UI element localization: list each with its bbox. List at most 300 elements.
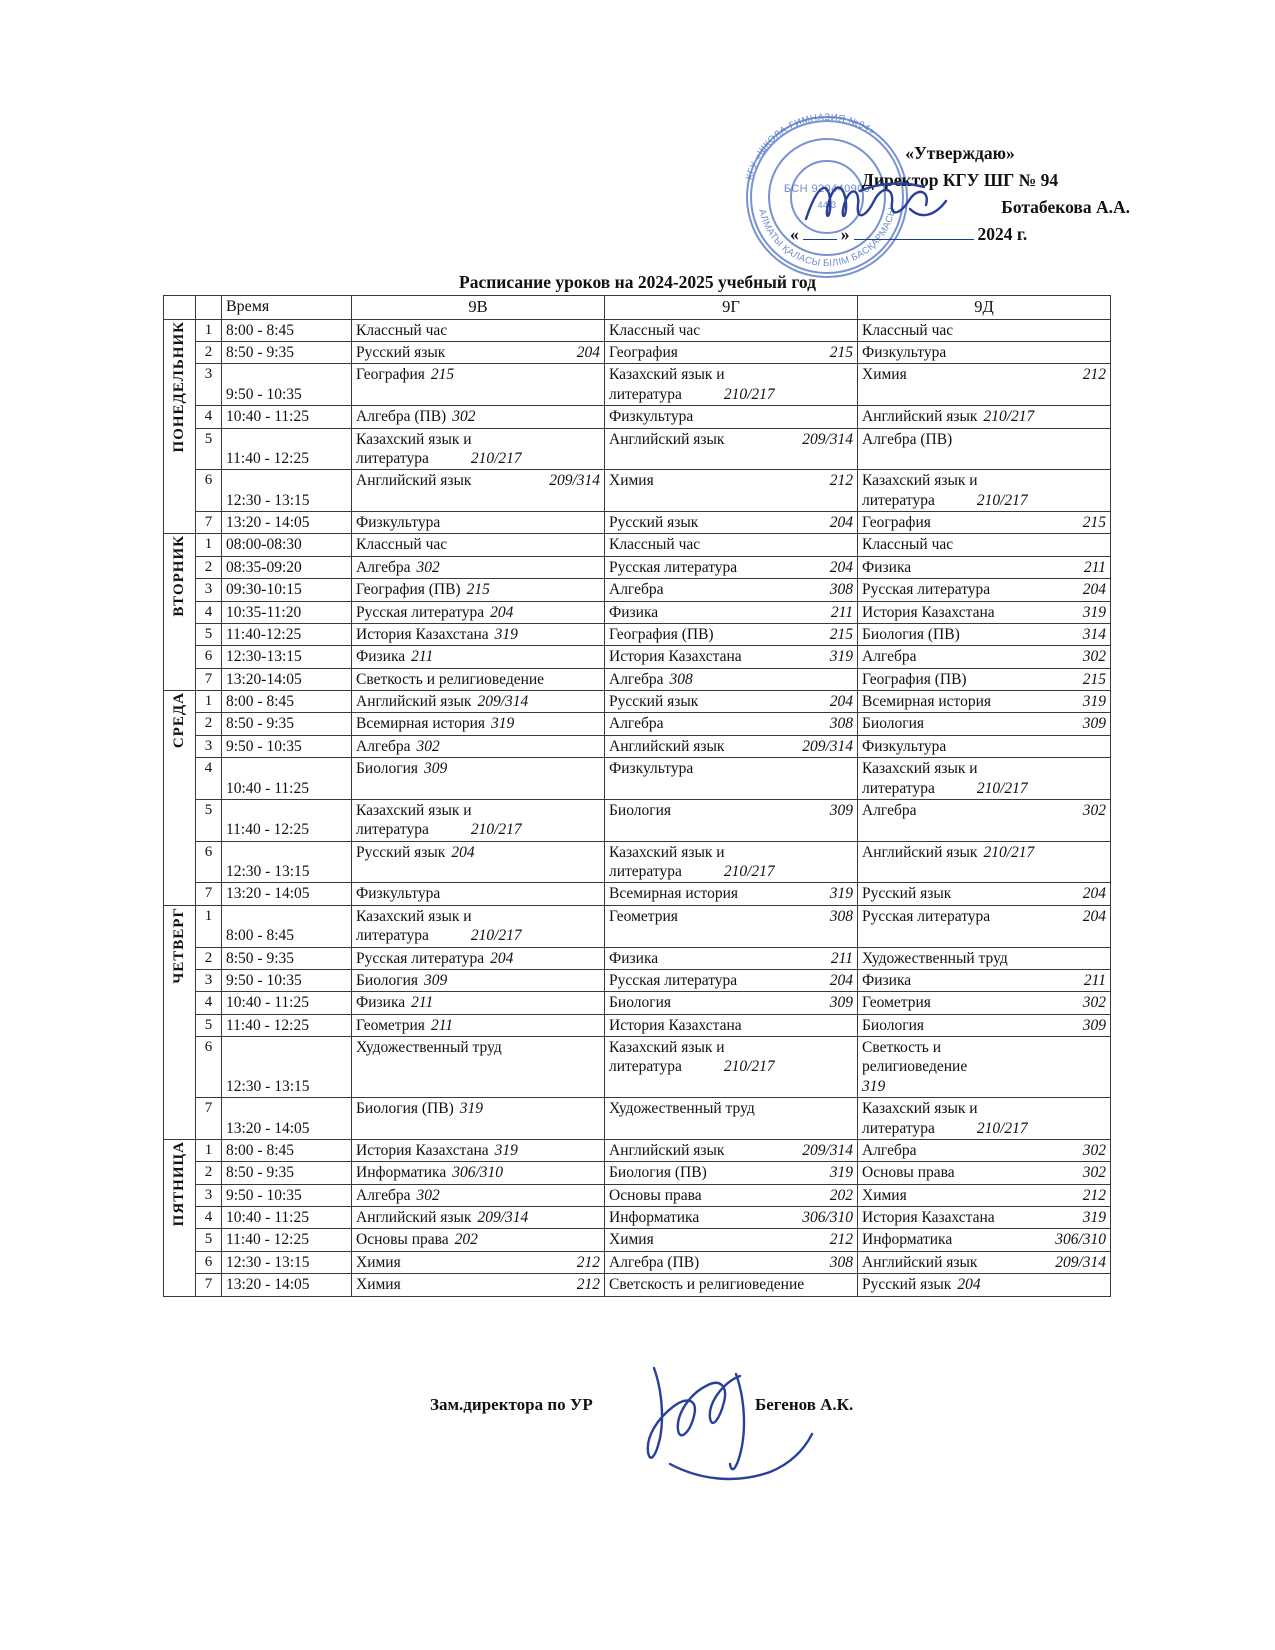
lesson-room: 204 bbox=[829, 514, 853, 531]
svg-text:БСН 920440903: БСН 920440903 bbox=[783, 183, 871, 195]
lesson-cell-9v bbox=[352, 992, 605, 1014]
lesson-cell-9g bbox=[605, 883, 858, 905]
lesson-room: 215 bbox=[466, 581, 490, 599]
table-row bbox=[164, 947, 1111, 969]
lesson-room: 204 bbox=[490, 949, 514, 967]
table-row bbox=[164, 512, 1111, 534]
lesson-room: 319 bbox=[829, 1164, 853, 1182]
lesson-room: 306/310 bbox=[802, 1209, 853, 1226]
lesson-room: 204 bbox=[829, 971, 853, 989]
page-title: Расписание уроков на 2024-2025 учебный год bbox=[459, 272, 816, 292]
lesson-cell-9d bbox=[858, 1139, 1111, 1161]
lesson-subject: Геометрия bbox=[356, 1016, 425, 1034]
lesson-subject-line2: литература bbox=[356, 927, 429, 945]
table-row bbox=[164, 1274, 1111, 1296]
deputy-name: Бегенов А.К. bbox=[755, 1395, 854, 1414]
lesson-cell-9d bbox=[858, 579, 1111, 601]
lesson-cell-9g bbox=[605, 1098, 858, 1140]
lesson-subject-line2: литература bbox=[862, 1119, 935, 1137]
lesson-cell-9d bbox=[858, 1229, 1111, 1251]
lesson-cell-9g bbox=[605, 1184, 858, 1206]
lesson-cell-9v bbox=[352, 668, 605, 690]
lesson-subject: Русская литература bbox=[609, 558, 738, 576]
lesson-room: 209/314 bbox=[549, 472, 600, 490]
lesson-number: 2 bbox=[196, 556, 222, 578]
lesson-subject: Алгебра bbox=[356, 1186, 411, 1204]
lesson-time: 11:40-12:25 bbox=[222, 623, 352, 645]
lesson-subject: История Казахстана bbox=[609, 648, 742, 666]
lesson-subject: Классный час bbox=[609, 321, 701, 339]
lesson-cell-9g bbox=[605, 1139, 858, 1161]
table-header-row bbox=[164, 296, 1111, 320]
lesson-subject: Химия bbox=[862, 366, 907, 384]
table-row bbox=[164, 470, 1111, 512]
header-num-col bbox=[196, 296, 222, 320]
lesson-room: 209/314 bbox=[1055, 1253, 1106, 1271]
lesson-cell-9g bbox=[605, 406, 858, 428]
lesson-number: 3 bbox=[196, 969, 222, 991]
lesson-cell-9d bbox=[858, 735, 1111, 757]
lesson-room: 314 bbox=[1082, 625, 1106, 643]
lesson-number: 4 bbox=[196, 1207, 222, 1229]
lesson-number: 4 bbox=[196, 758, 222, 800]
lesson-room: 210/217 bbox=[983, 843, 1035, 861]
lesson-room: 306/310 bbox=[1055, 1231, 1106, 1249]
lesson-cell-9d bbox=[858, 319, 1111, 341]
table-row bbox=[164, 799, 1111, 841]
table-row bbox=[164, 1014, 1111, 1036]
lesson-number: 7 bbox=[196, 1274, 222, 1296]
lesson-subject: Биология bbox=[356, 760, 419, 778]
table-row bbox=[164, 1251, 1111, 1273]
lesson-subject: Английский язык bbox=[862, 408, 978, 426]
lesson-subject: Физика bbox=[609, 949, 659, 967]
lesson-room: 210/217 bbox=[470, 927, 522, 945]
lesson-time: 9:50 - 10:35 bbox=[222, 969, 352, 991]
lesson-cell-9v bbox=[352, 1274, 605, 1296]
lesson-cell-9d bbox=[858, 428, 1111, 470]
lesson-room: 204 bbox=[829, 558, 853, 576]
lesson-cell-9v bbox=[352, 364, 605, 406]
lesson-number: 6 bbox=[196, 470, 222, 512]
lesson-subject-line2: литература bbox=[609, 863, 682, 880]
lesson-cell-9v bbox=[352, 646, 605, 668]
lesson-room: 302 bbox=[416, 1186, 440, 1204]
lesson-subject: Русская литература bbox=[609, 971, 738, 989]
lesson-cell-9g bbox=[605, 556, 858, 578]
lesson-room: 212 bbox=[1082, 366, 1106, 384]
lesson-time: 13:20 - 14:05 bbox=[222, 1274, 352, 1296]
lesson-subject: Алгебра bbox=[356, 737, 411, 755]
lesson-subject: Русский язык bbox=[356, 843, 446, 861]
day-label-4 bbox=[164, 1139, 196, 1296]
lesson-room: 204 bbox=[451, 843, 475, 861]
table-row bbox=[164, 1207, 1111, 1229]
lesson-time: 09:30-10:15 bbox=[222, 579, 352, 601]
lesson-cell-9g bbox=[605, 947, 858, 969]
lesson-time: 12:30 - 13:15 bbox=[222, 841, 352, 883]
lesson-cell-9v bbox=[352, 691, 605, 713]
lesson-subject: Английский язык bbox=[609, 1141, 725, 1159]
lesson-subject: Русская литература bbox=[862, 907, 991, 925]
lesson-room: 319 bbox=[1082, 603, 1106, 621]
table-row bbox=[164, 883, 1111, 905]
lesson-subject: Физика bbox=[862, 558, 912, 576]
lesson-number: 5 bbox=[196, 799, 222, 841]
table-row bbox=[164, 841, 1111, 883]
table-row bbox=[164, 1229, 1111, 1251]
lesson-cell-9v bbox=[352, 1014, 605, 1036]
lesson-room: 212 bbox=[829, 472, 853, 490]
lesson-subject: Русский язык bbox=[609, 514, 699, 531]
lesson-cell-9v bbox=[352, 428, 605, 470]
lesson-room: 319 bbox=[459, 1100, 483, 1118]
lesson-cell-9d bbox=[858, 364, 1111, 406]
lesson-time: 12:30 - 13:15 bbox=[222, 1251, 352, 1273]
lesson-time: 08:35-09:20 bbox=[222, 556, 352, 578]
lesson-cell-9g bbox=[605, 623, 858, 645]
lesson-number: 2 bbox=[196, 947, 222, 969]
lesson-cell-9v bbox=[352, 579, 605, 601]
lesson-subject-line2: литература bbox=[356, 449, 429, 467]
lesson-time: 13:20 - 14:05 bbox=[222, 883, 352, 905]
lesson-cell-9g bbox=[605, 601, 858, 623]
lesson-room: 309 bbox=[1082, 715, 1106, 733]
lesson-subject: Основы права bbox=[609, 1186, 702, 1204]
lesson-cell-9v bbox=[352, 1184, 605, 1206]
lesson-number: 1 bbox=[196, 905, 222, 947]
lesson-cell-9g bbox=[605, 1162, 858, 1184]
lesson-room: 210/217 bbox=[976, 1119, 1028, 1137]
lesson-room: 204 bbox=[1082, 581, 1106, 599]
table-row bbox=[164, 758, 1111, 800]
lesson-subject: Информатика bbox=[609, 1209, 700, 1226]
lesson-room: 319 bbox=[862, 1077, 886, 1095]
lesson-cell-9v bbox=[352, 1162, 605, 1184]
lesson-subject-line2: литература bbox=[862, 779, 935, 797]
lesson-room: 211 bbox=[411, 994, 434, 1012]
lesson-cell-9v bbox=[352, 623, 605, 645]
table-row bbox=[164, 406, 1111, 428]
lesson-subject: Казахский язык и bbox=[356, 801, 472, 819]
approval-date-line bbox=[790, 221, 1130, 248]
lesson-time: 13:20 - 14:05 bbox=[222, 1098, 352, 1140]
lesson-time: 12:30 - 13:15 bbox=[222, 1037, 352, 1098]
lesson-subject: Алгебра (ПВ) bbox=[356, 408, 447, 426]
lesson-number: 1 bbox=[196, 319, 222, 341]
lesson-room: 204 bbox=[490, 603, 514, 621]
lesson-subject: География (ПВ) bbox=[862, 670, 967, 688]
lesson-subject: Казахский язык и bbox=[356, 430, 472, 448]
lesson-number: 7 bbox=[196, 668, 222, 690]
lesson-number: 5 bbox=[196, 1014, 222, 1036]
lesson-subject: Биология bbox=[609, 801, 672, 819]
lesson-subject: Физкультура bbox=[609, 408, 694, 426]
lesson-subject-line2: литература bbox=[609, 1058, 682, 1076]
lesson-cell-9d bbox=[858, 883, 1111, 905]
table-row bbox=[164, 713, 1111, 735]
table-row bbox=[164, 691, 1111, 713]
lesson-subject: Художественный труд bbox=[862, 949, 1008, 967]
lesson-subject: Биология bbox=[356, 971, 419, 989]
lesson-cell-9v bbox=[352, 1139, 605, 1161]
lesson-time: 12:30-13:15 bbox=[222, 646, 352, 668]
lesson-cell-9d bbox=[858, 534, 1111, 556]
lesson-cell-9d bbox=[858, 905, 1111, 947]
lesson-subject: Физика bbox=[862, 971, 912, 989]
lesson-subject: Русский язык bbox=[862, 1276, 952, 1294]
lesson-cell-9v bbox=[352, 342, 605, 364]
lesson-cell-9d bbox=[858, 1098, 1111, 1140]
date-day-blank bbox=[803, 225, 837, 240]
header-day-col bbox=[164, 296, 196, 320]
lesson-room: 215 bbox=[1082, 670, 1106, 688]
lesson-number: 2 bbox=[196, 713, 222, 735]
lesson-cell-9v bbox=[352, 799, 605, 841]
table-row bbox=[164, 579, 1111, 601]
lesson-cell-9g bbox=[605, 470, 858, 512]
table-row bbox=[164, 905, 1111, 947]
lesson-room: 204 bbox=[1082, 907, 1106, 925]
lesson-time: 10:40 - 11:25 bbox=[222, 1207, 352, 1229]
approval-block bbox=[790, 140, 1130, 249]
lesson-room: 302 bbox=[416, 558, 440, 576]
lesson-subject: Русская литература bbox=[356, 949, 485, 967]
approval-word: «Утверждаю» bbox=[905, 143, 1015, 163]
lesson-subject: Биология (ПВ) bbox=[609, 1164, 707, 1182]
lesson-cell-9d bbox=[858, 668, 1111, 690]
day-label-1 bbox=[164, 534, 196, 691]
lesson-room: 209/314 bbox=[477, 693, 529, 710]
lesson-subject: История Казахстана bbox=[356, 625, 489, 643]
lesson-room: 302 bbox=[1082, 994, 1106, 1012]
lesson-number: 7 bbox=[196, 512, 222, 534]
lesson-subject: Классный час bbox=[862, 321, 954, 339]
lesson-cell-9v bbox=[352, 1207, 605, 1229]
lesson-subject: Казахский язык и bbox=[609, 1039, 725, 1056]
lesson-cell-9v bbox=[352, 905, 605, 947]
lesson-subject: Алгебра bbox=[862, 1141, 917, 1159]
lesson-subject: Художественный труд bbox=[356, 1039, 502, 1056]
table-row bbox=[164, 364, 1111, 406]
lesson-time: 8:00 - 8:45 bbox=[222, 319, 352, 341]
quote-open: « bbox=[790, 224, 799, 245]
day-label-2 bbox=[164, 691, 196, 906]
header-class-9g: 9Г bbox=[605, 296, 858, 320]
lesson-subject: Физкультура bbox=[356, 885, 441, 903]
lesson-cell-9v bbox=[352, 713, 605, 735]
lesson-time: 10:35-11:20 bbox=[222, 601, 352, 623]
lesson-cell-9v bbox=[352, 969, 605, 991]
lesson-room: 210/217 bbox=[470, 449, 522, 467]
lesson-room: 210/217 bbox=[470, 821, 522, 839]
lesson-subject: Алгебра bbox=[609, 715, 664, 733]
lesson-subject: География bbox=[862, 514, 931, 531]
lesson-room: 309 bbox=[424, 760, 448, 778]
lesson-time: 11:40 - 12:25 bbox=[222, 1229, 352, 1251]
lesson-subject: Английский язык bbox=[356, 472, 472, 490]
lesson-time: 8:50 - 9:35 bbox=[222, 713, 352, 735]
lesson-cell-9d bbox=[858, 691, 1111, 713]
lesson-time: 8:00 - 8:45 bbox=[222, 691, 352, 713]
day-label-3 bbox=[164, 905, 196, 1139]
day-name: ВТОРНИК bbox=[171, 535, 188, 618]
header-class-9v: 9В bbox=[352, 296, 605, 320]
lesson-subject: Алгебра bbox=[356, 558, 411, 576]
lesson-subject: Алгебра (ПВ) bbox=[862, 430, 953, 448]
lesson-cell-9v bbox=[352, 947, 605, 969]
lesson-subject: Биология (ПВ) bbox=[356, 1100, 454, 1118]
lesson-subject: Казахский язык и bbox=[609, 843, 725, 861]
lesson-room: 302 bbox=[1082, 801, 1106, 819]
lesson-number: 3 bbox=[196, 1184, 222, 1206]
lesson-cell-9d bbox=[858, 646, 1111, 668]
lesson-cell-9v bbox=[352, 512, 605, 534]
lesson-cell-9g bbox=[605, 1014, 858, 1036]
lesson-cell-9d bbox=[858, 623, 1111, 645]
lesson-cell-9d bbox=[858, 470, 1111, 512]
lesson-room: 209/314 bbox=[802, 430, 853, 448]
lesson-number: 7 bbox=[196, 883, 222, 905]
lesson-cell-9v bbox=[352, 758, 605, 800]
lesson-subject: Физкультура bbox=[356, 514, 441, 531]
lesson-cell-9g bbox=[605, 1251, 858, 1273]
lesson-subject: Алгебра (ПВ) bbox=[609, 1253, 700, 1271]
day-label-0 bbox=[164, 319, 196, 534]
lesson-room: 210/217 bbox=[976, 779, 1028, 797]
schedule-body bbox=[164, 319, 1111, 1296]
lesson-subject: Английский язык bbox=[862, 1253, 978, 1271]
lesson-room: 308 bbox=[829, 715, 853, 733]
lesson-room: 211 bbox=[830, 949, 853, 967]
lesson-subject: Казахский язык и bbox=[862, 1100, 978, 1118]
lesson-subject: Физкультура bbox=[609, 760, 694, 778]
table-row bbox=[164, 646, 1111, 668]
lesson-number: 1 bbox=[196, 534, 222, 556]
lesson-room: 209/314 bbox=[477, 1209, 529, 1226]
lesson-room: 215 bbox=[1082, 514, 1106, 531]
lesson-room: 308 bbox=[669, 670, 693, 688]
lesson-subject: Алгебра bbox=[862, 801, 917, 819]
lesson-subject: Всемирная история bbox=[356, 715, 485, 733]
lesson-subject: Физика bbox=[356, 648, 406, 666]
lesson-subject: Светскость и религиоведение bbox=[609, 1276, 805, 1294]
lesson-cell-9g bbox=[605, 841, 858, 883]
lesson-subject: Биология bbox=[862, 1016, 925, 1034]
lesson-room: 308 bbox=[829, 1253, 853, 1271]
lesson-number: 5 bbox=[196, 1229, 222, 1251]
lesson-number: 1 bbox=[196, 1139, 222, 1161]
lesson-room: 309 bbox=[829, 801, 853, 819]
quote-close: » bbox=[840, 224, 850, 245]
lesson-cell-9g bbox=[605, 579, 858, 601]
lesson-subject: Алгебра bbox=[609, 670, 664, 688]
table-row bbox=[164, 556, 1111, 578]
table-row bbox=[164, 623, 1111, 645]
lesson-room: 212 bbox=[1082, 1186, 1106, 1204]
lesson-cell-9g bbox=[605, 428, 858, 470]
header-time: Время bbox=[222, 296, 352, 320]
lesson-cell-9v bbox=[352, 1098, 605, 1140]
lesson-subject: География bbox=[609, 344, 678, 361]
lesson-cell-9d bbox=[858, 601, 1111, 623]
lesson-subject: Биология bbox=[609, 994, 672, 1012]
lesson-cell-9g bbox=[605, 1207, 858, 1229]
lesson-room: 309 bbox=[424, 971, 448, 989]
lesson-room: 319 bbox=[1082, 693, 1106, 710]
lesson-subject: Всемирная история bbox=[609, 885, 738, 903]
lesson-cell-9g bbox=[605, 1229, 858, 1251]
table-row bbox=[164, 668, 1111, 690]
lesson-room: 302 bbox=[416, 737, 440, 755]
lesson-cell-9d bbox=[858, 512, 1111, 534]
lesson-subject: История Казахстана bbox=[609, 1016, 742, 1034]
lesson-room: 202 bbox=[454, 1231, 478, 1249]
lesson-room: 204 bbox=[829, 693, 853, 710]
lesson-subject: Классный час bbox=[356, 321, 448, 339]
lesson-room: 212 bbox=[576, 1253, 600, 1271]
lesson-cell-9g bbox=[605, 799, 858, 841]
lesson-subject: Английский язык bbox=[356, 693, 472, 710]
lesson-subject-line2: литература bbox=[609, 385, 682, 403]
lesson-cell-9v bbox=[352, 1229, 605, 1251]
lesson-number: 3 bbox=[196, 735, 222, 757]
table-row bbox=[164, 1184, 1111, 1206]
lesson-cell-9d bbox=[858, 947, 1111, 969]
lesson-subject: Русская литература bbox=[862, 581, 991, 599]
lesson-cell-9d bbox=[858, 1162, 1111, 1184]
lesson-room: 215 bbox=[829, 625, 853, 643]
lesson-room: 211 bbox=[411, 648, 434, 666]
lesson-subject: Английский язык bbox=[862, 843, 978, 861]
lesson-room: 204 bbox=[576, 344, 600, 361]
header-class-9d: 9Д bbox=[858, 296, 1111, 320]
table-row bbox=[164, 735, 1111, 757]
table-row bbox=[164, 1162, 1111, 1184]
lesson-subject: Казахский язык и bbox=[356, 907, 472, 925]
table-row bbox=[164, 534, 1111, 556]
lesson-subject: Геометрия bbox=[862, 994, 931, 1012]
lesson-cell-9d bbox=[858, 992, 1111, 1014]
lesson-subject: Русский язык bbox=[356, 344, 446, 361]
lesson-number: 1 bbox=[196, 691, 222, 713]
svg-text:КГУ «ШКОЛА-ГИМНАЗИЯ №94»: КГУ «ШКОЛА-ГИМНАЗИЯ №94» bbox=[744, 112, 878, 182]
lesson-room: 212 bbox=[576, 1276, 600, 1294]
lesson-time: 08:00-08:30 bbox=[222, 534, 352, 556]
deputy-title: Зам.директора по УР bbox=[430, 1395, 593, 1414]
lesson-time: 8:50 - 9:35 bbox=[222, 947, 352, 969]
lesson-number: 5 bbox=[196, 428, 222, 470]
day-name: ЧЕТВЕРГ bbox=[171, 906, 188, 984]
lesson-cell-9g bbox=[605, 319, 858, 341]
lesson-cell-9g bbox=[605, 735, 858, 757]
lesson-time: 8:00 - 8:45 bbox=[222, 905, 352, 947]
lesson-room: 211 bbox=[830, 603, 853, 621]
lesson-subject: Английский язык bbox=[609, 430, 725, 448]
lesson-room: 302 bbox=[452, 408, 476, 426]
lesson-room: 306/310 bbox=[452, 1164, 504, 1182]
lesson-room: 302 bbox=[1082, 648, 1106, 666]
table-row bbox=[164, 319, 1111, 341]
lesson-cell-9v bbox=[352, 601, 605, 623]
lesson-time: 8:00 - 8:45 bbox=[222, 1139, 352, 1161]
lesson-room: 210/217 bbox=[983, 408, 1035, 426]
lesson-subject: Алгебра bbox=[862, 648, 917, 666]
lesson-cell-9g bbox=[605, 534, 858, 556]
lesson-room: 308 bbox=[829, 907, 853, 925]
lesson-subject: Русская литература bbox=[356, 603, 485, 621]
lesson-subject: Русский язык bbox=[862, 885, 952, 903]
